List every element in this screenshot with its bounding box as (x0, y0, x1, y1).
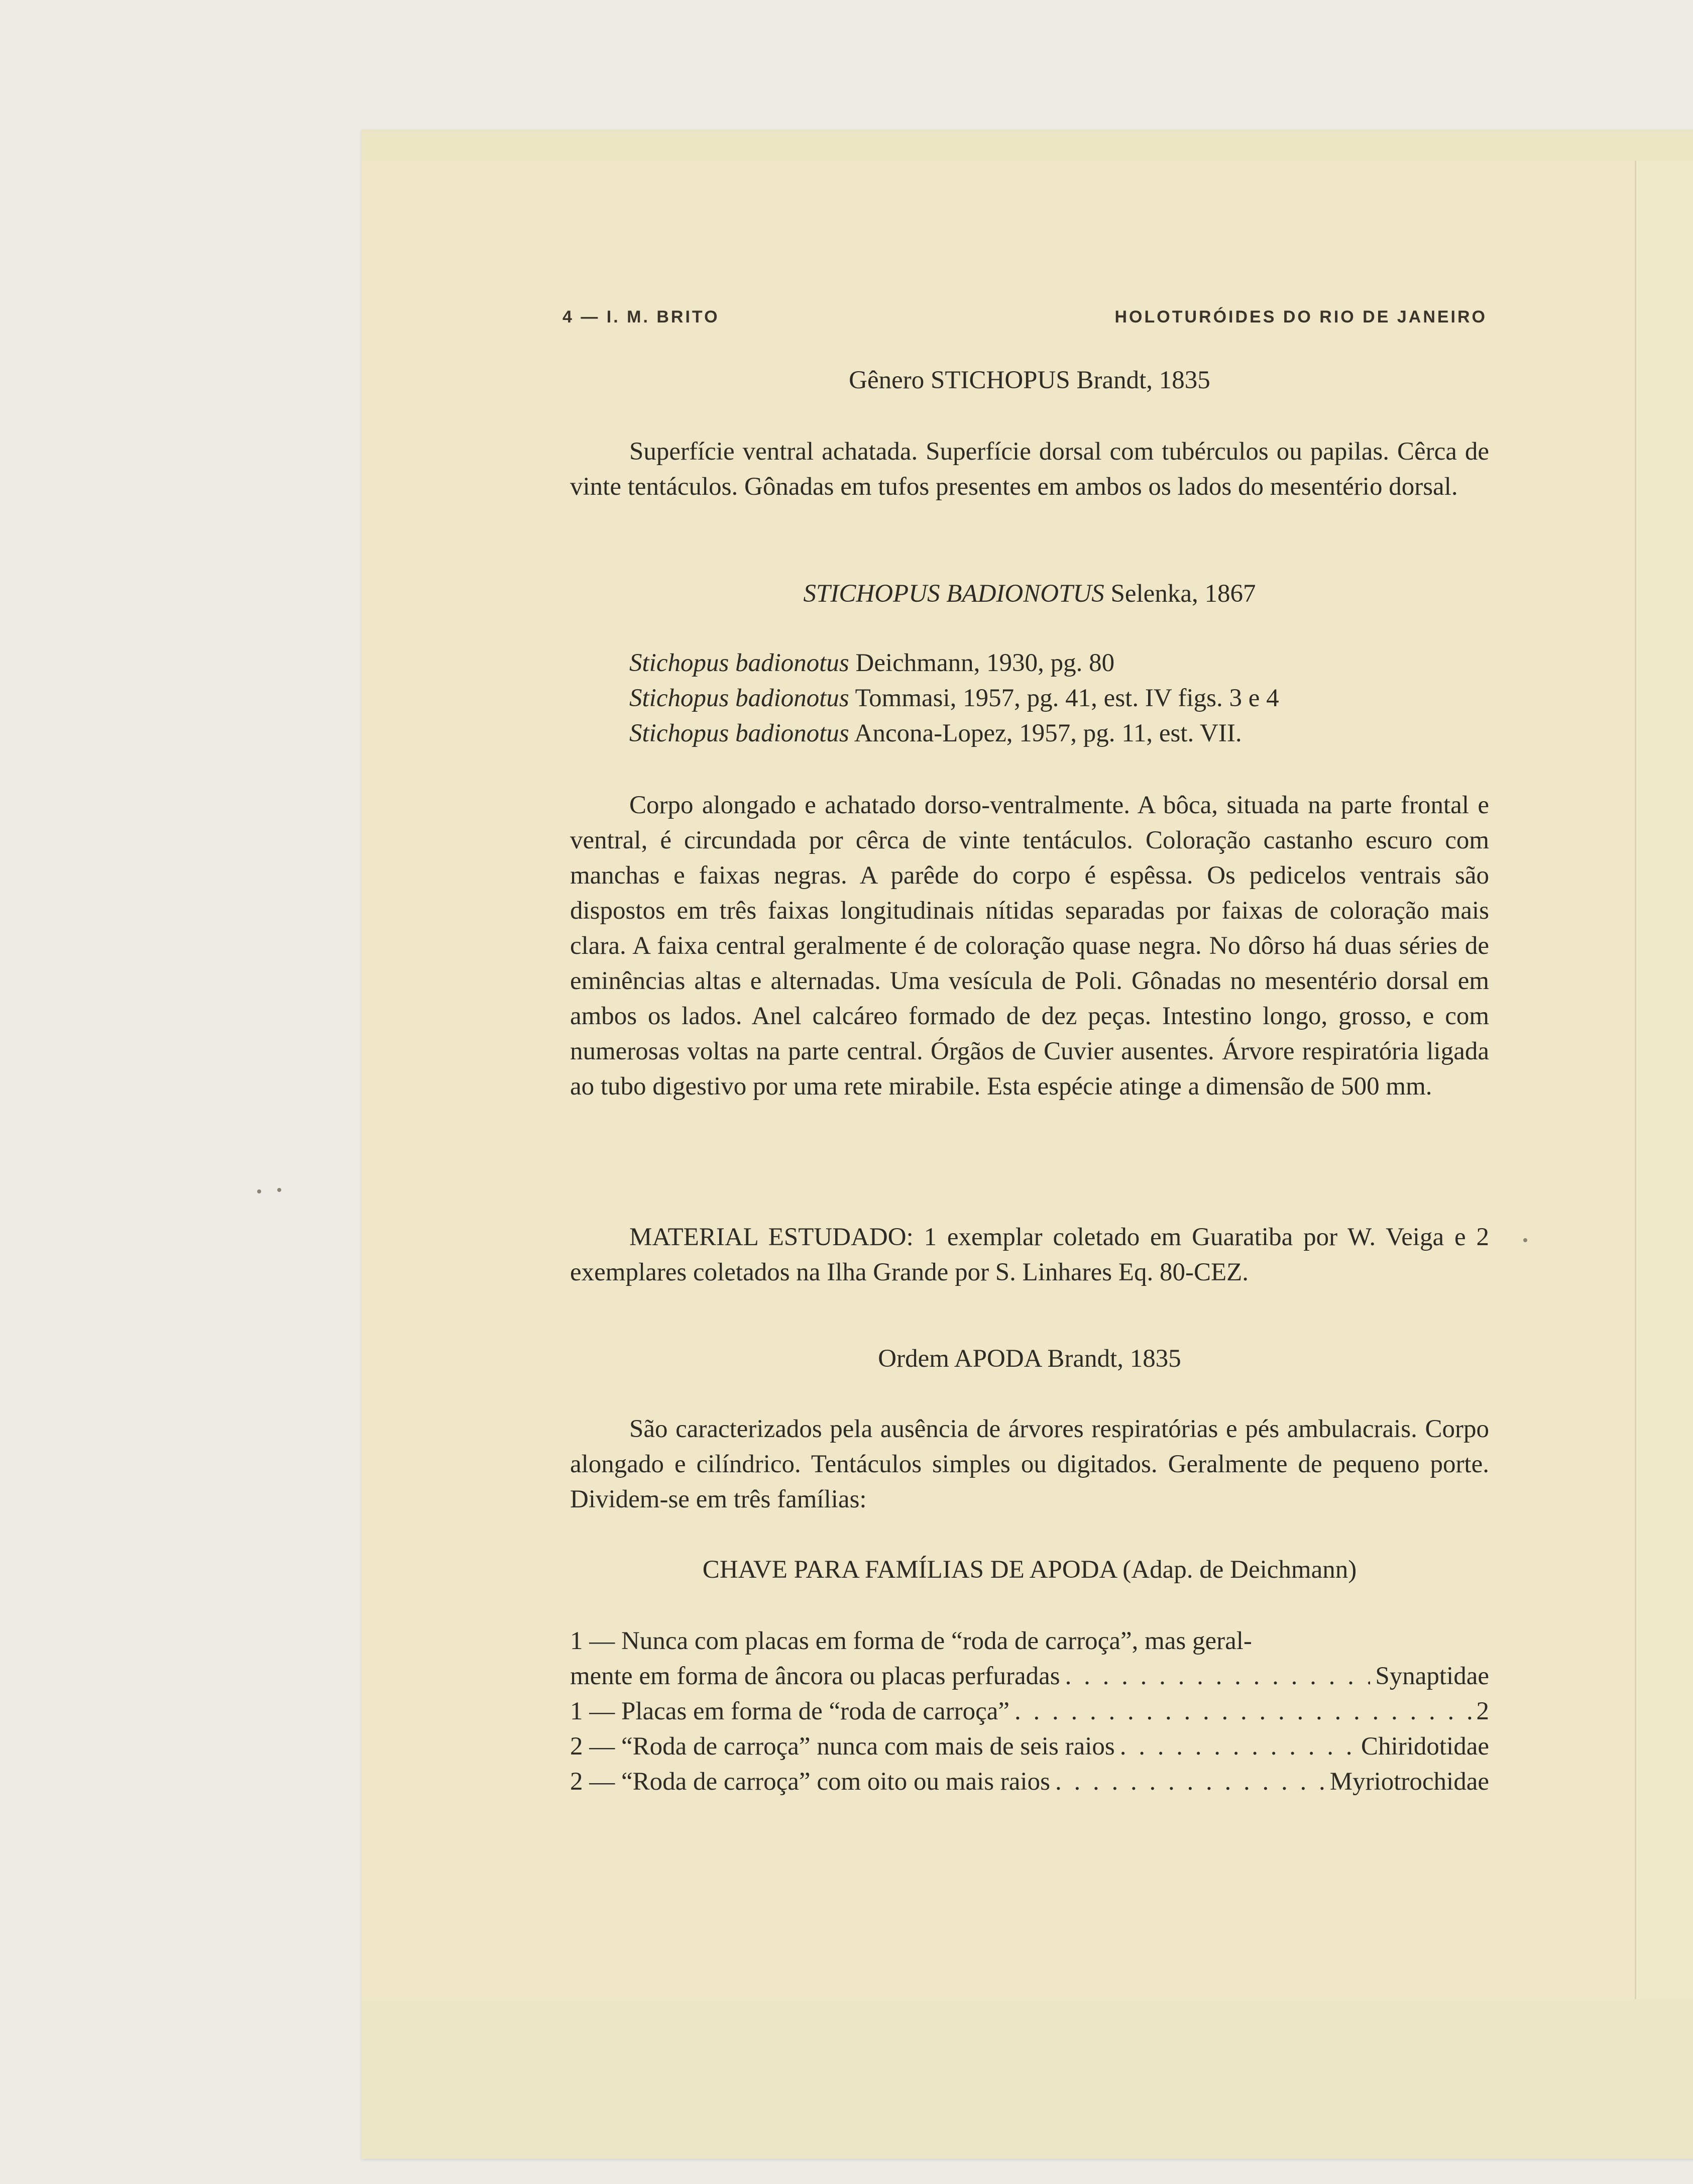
species-author: Selenka, 1867 (1104, 580, 1256, 608)
key-entry-text: 1 — Placas em forma de “roda de carroça” (570, 1697, 1010, 1725)
key-entry-text: 2 — “Roda de carroça” nunca com mais de seis raios (570, 1732, 1115, 1761)
synonym-taxon: Stichopus badionotus (629, 719, 849, 747)
synonym-taxon: Stichopus badionotus (629, 649, 849, 677)
page-bottom-edge (362, 1999, 1693, 2159)
order-heading: Ordem APODA Brandt, 1835 (878, 1345, 1181, 1373)
synonym-reference: Deichmann, 1930, pg. 80 (849, 649, 1115, 677)
species-heading (570, 576, 1489, 611)
genus-heading: Gênero STICHOPUS Brandt, 1835 (849, 366, 1210, 394)
identification-key (570, 1623, 1489, 1799)
key-result: Myriotrochidae (1329, 1768, 1489, 1796)
margin-speck (1523, 1238, 1527, 1242)
species-name: STICHOPUS BADIONOTUS (803, 580, 1104, 608)
synonym-entry (570, 681, 1489, 716)
key-result: Synaptidae (1375, 1662, 1489, 1690)
synonym-entry (570, 716, 1489, 751)
key-entry-text: mente em forma de âncora ou placas perfuradas (570, 1662, 1060, 1690)
key-result: Chiridotidae (1361, 1732, 1489, 1761)
synonym-reference: Tommasi, 1957, pg. 41, est. IV figs. 3 e 4 (849, 684, 1279, 712)
key-entry-text: 2 — “Roda de carroça” com oito ou mais raios (570, 1768, 1050, 1796)
running-head-left: 4 — I. M. BRITO (562, 307, 720, 326)
order-description: São caracterizados pela ausência de árvores respiratórias e pés ambulacrais. Corpo alongado e cilíndrico. Tentáculos simples ou digitados. Geralmente de pequeno porte. Dividem-se em três famílias: (570, 1415, 1489, 1513)
key-entry (570, 1729, 1489, 1764)
key-entry-text: 1 — Nunca com placas em forma de “roda de carroça”, mas geral- (570, 1627, 1252, 1655)
key-entry (570, 1623, 1489, 1694)
margin-speck (257, 1189, 261, 1193)
running-head-right: HOLOTURÓIDES DO RIO DE JANEIRO (1114, 307, 1487, 326)
next-page-edge (1635, 161, 1693, 1999)
synonym-entry (570, 645, 1489, 681)
key-entry (570, 1694, 1489, 1729)
species-description: Corpo alongado e achatado dorso-ventralmente. A bôca, situada na parte frontal e ventral, é circundada por cêrca de vinte tentáculos. Coloração castanho escuro com manchas e faixas negras. A parêde do corpo é espêssa. Os pedicelos ventrais são dispostos em três faixas longitudinais nítidas separadas por faixas de coloração mais clara. A faixa central geralmente é de coloração quase negra. No dôrso há duas séries de eminências altas e alternadas. Uma vesícula de Poli. Gônadas no mesentério dorsal em ambos os lados. Anel calcáreo formado de dez peças. Intestino longo, grosso, e com numerosas voltas na parte central. Órgãos de Cuvier ausentes. Árvore respiratória ligada ao tubo digestivo por uma rete mirabile. Esta espécie atinge a dimensão de 500 mm. (570, 791, 1489, 1101)
dot-leader (1014, 1694, 1471, 1729)
key-entry (570, 1764, 1489, 1799)
synonym-taxon: Stichopus badionotus (629, 684, 849, 712)
dot-leader (1065, 1659, 1371, 1694)
synonymy-list (570, 645, 1489, 751)
genus-description: Superfície ventral achatada. Superfície dorsal com tubérculos ou papilas. Cêrca de vinte tentáculos. Gônadas em tufos presentes em ambos os lados do mesentério dorsal. (570, 438, 1489, 501)
key-result: 2 (1476, 1697, 1489, 1725)
key-heading: CHAVE PARA FAMÍLIAS DE APODA (Adap. de Deichmann) (702, 1556, 1357, 1584)
margin-speck (277, 1188, 281, 1192)
dot-leader (1055, 1764, 1325, 1799)
synonym-reference: Ancona-Lopez, 1957, pg. 11, est. VII. (849, 719, 1242, 747)
material-studied: MATERIAL ESTUDADO: 1 exemplar coletado em Guaratiba por W. Veiga e 2 exemplares coletados na Ilha Grande por S. Linhares Eq. 80-CEZ. (570, 1223, 1489, 1286)
dot-leader (1120, 1729, 1356, 1764)
